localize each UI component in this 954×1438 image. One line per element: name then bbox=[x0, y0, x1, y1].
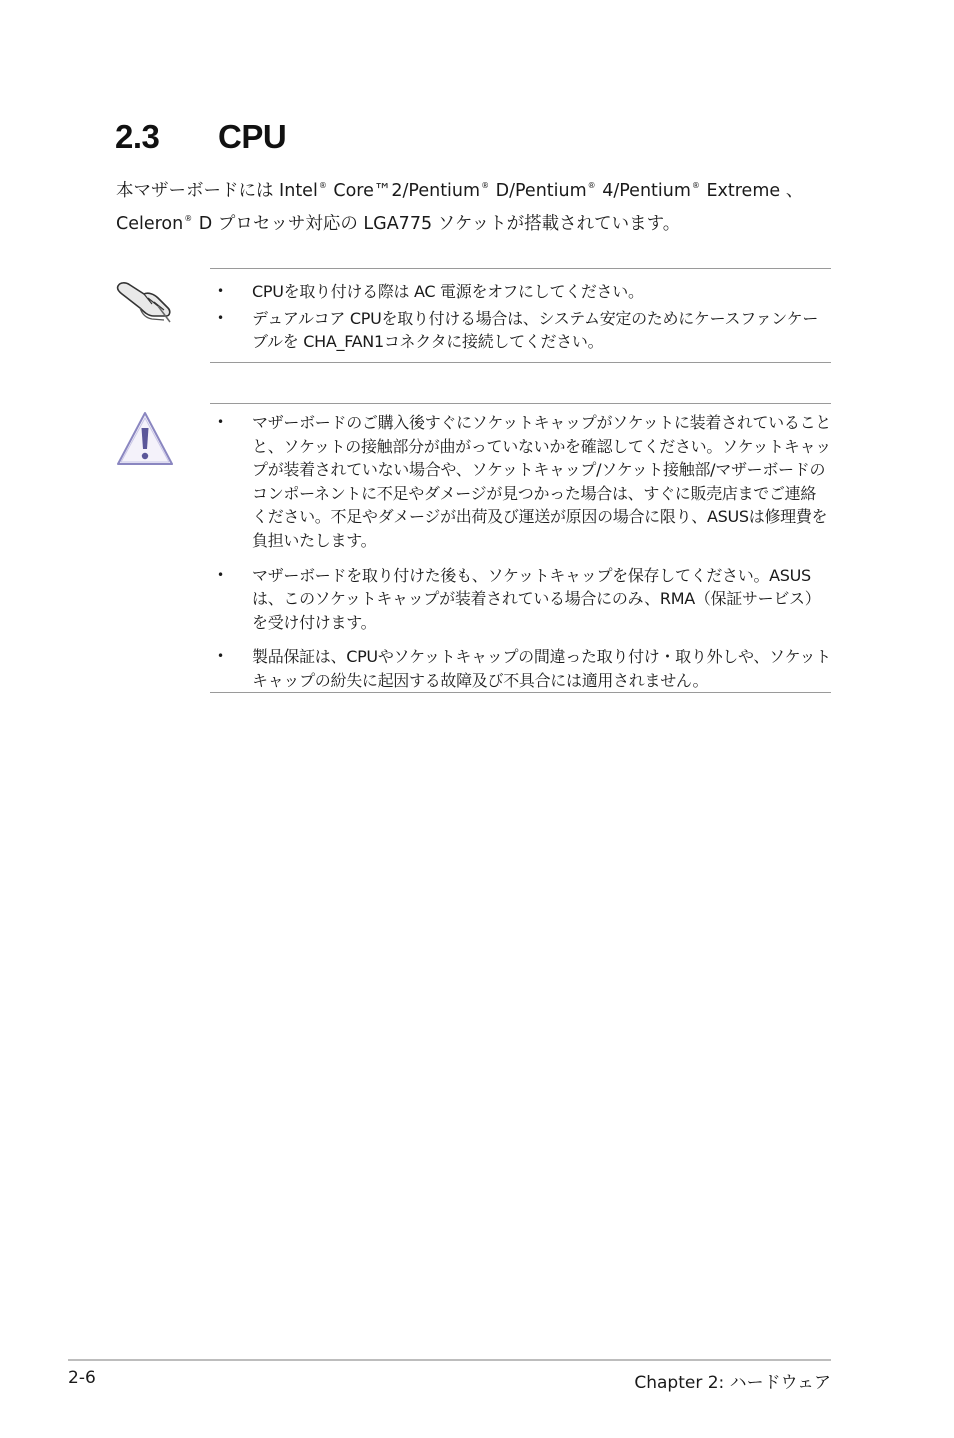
list-item: • デュアルコア CPUを取り付ける場合は、システム安定のためにケースファンケーブルを CHA_FAN1コネクタに接続してください。 bbox=[210, 307, 831, 354]
section-heading bbox=[115, 118, 815, 162]
warning-triangle-icon bbox=[114, 408, 176, 470]
page-number: 2-6 bbox=[68, 1368, 96, 1388]
list-item: • マザーボードのご購入後すぐにソケットキャップがソケットに装着されていることと、ソケットの接触部分が曲がっていないかを確認してください。ソケットキャップが装着されていない場合や、ソケットキャップ/ソケット接触部/マザーボードのコンポーネントに不足やダメージが見つかった場合は、すぐに販売店までご連絡ください。不足やダメージが出荷及び運送が原因の場合に限り、ASUSは修理費を負担いたします。 bbox=[210, 411, 831, 553]
warning-box bbox=[210, 403, 831, 693]
section-title: CPU bbox=[218, 118, 287, 155]
note-box bbox=[210, 268, 831, 363]
warning-list bbox=[210, 411, 831, 704]
intro-paragraph: 本マザーボードには Intel® Core™2/Pentium® D/Pentium® 4/Pentium® Extreme 、Celeron® D プロセッサ対応の LGA775 ソケットが搭載されています。 bbox=[116, 181, 804, 234]
list-item: • マザーボードを取り付けた後も、ソケットキャップを保存してください。ASUSは、このソケットキャップが装着されている場合にのみ、RMA（保証サービス）を受け付けます。 bbox=[210, 564, 831, 635]
list-item: • 製品保証は、CPUやソケットキャップの間違った取り付け・取り外しや、ソケットキャップの紛失に起因する故障及び不具合には適用されません。 bbox=[210, 645, 831, 692]
section-number: 2.3 bbox=[115, 118, 160, 155]
chapter-label: Chapter 2: ハードウェア bbox=[634, 1373, 831, 1393]
hand-note-icon bbox=[114, 276, 176, 324]
footer-divider bbox=[68, 1359, 831, 1361]
list-item: • CPUを取り付ける際は AC 電源をオフにしてください。 bbox=[210, 280, 831, 304]
note-list bbox=[210, 280, 831, 357]
